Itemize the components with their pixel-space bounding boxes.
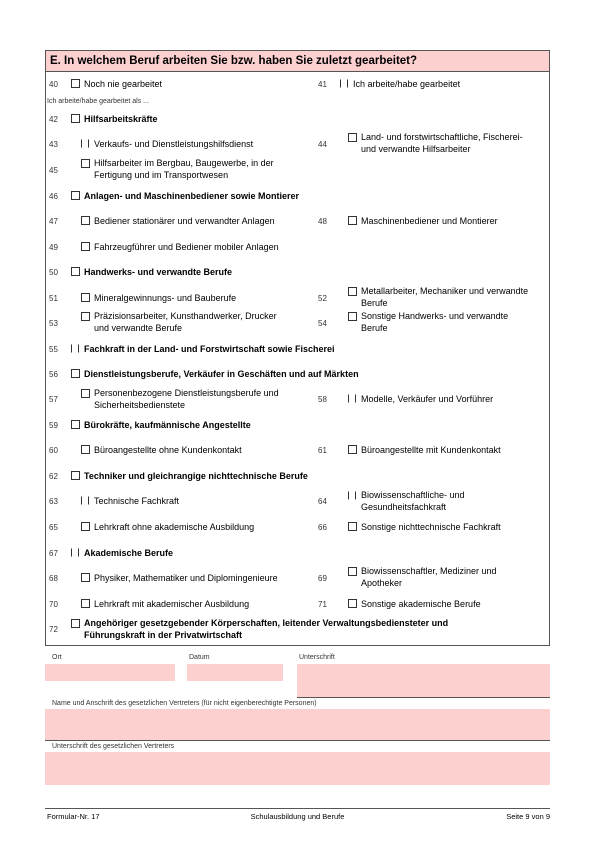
vertreter-unterschrift-field[interactable] (45, 752, 550, 785)
checkbox-lehrkraft-ohne-akademisch[interactable] (81, 522, 90, 531)
label-bergbau-line1: Hilfsarbeiter im Bergbau, Baugewerbe, in der (94, 158, 274, 168)
checkbox-anlagen-maschinenbediener[interactable] (71, 191, 80, 200)
item-number: 55 (49, 345, 58, 354)
label-techniker: Techniker und gleichrangige nichttechnische Berufe (84, 471, 308, 481)
label-buero-ohne-kundenkontakt: Büroangestellte ohne Kundenkontakt (94, 445, 242, 455)
label-akademische-berufe: Akademische Berufe (84, 548, 174, 558)
checkbox-buero-ohne-kundenkontakt[interactable] (81, 445, 90, 454)
footer-title: Schulausbildung und Berufe (250, 812, 345, 821)
checkbox-handwerksberufe[interactable] (71, 267, 80, 276)
footer-page-number: Seite 9 von 9 (506, 812, 550, 821)
label-lehrkraft-mit-akademisch: Lehrkraft mit akademischer Ausbildung (94, 599, 250, 609)
label-fachkraft-landwirtschaft: Fachkraft in der Land- und Forstwirtschaft sowie Fischerei (84, 344, 335, 354)
item-number: 43 (49, 140, 58, 149)
checkbox-biowissenschaftler[interactable] (348, 567, 357, 576)
item-number: 61 (318, 446, 327, 455)
label-modelle-verkaeufer: Modelle, Verkäufer und Vorführer (361, 394, 494, 404)
item-number: 70 (49, 600, 58, 609)
checkbox-dienstleistungsberufe[interactable] (71, 369, 80, 378)
section-title: E. In welchem Beruf arbeiten Sie bzw. haben Sie zuletzt gearbeitet? (45, 50, 550, 72)
label-hilfsarbeitskraefte: Hilfsarbeitskräfte (84, 114, 158, 124)
checkbox-praezisionsarbeiter[interactable] (81, 312, 90, 321)
label-metallarbeiter-line1: Metallarbeiter, Mechaniker und verwandte (361, 286, 529, 296)
unterschrift-label: Unterschrift (299, 654, 335, 661)
checkbox-maschinenbediener[interactable] (348, 216, 357, 225)
checkbox-sonstige-nichttechnische[interactable] (348, 522, 357, 531)
label-angehoeriger-line2: Führungskraft in der Privatwirtschaft (84, 630, 243, 640)
label-bergbau-line2: Fertigung und im Transportwesen (94, 170, 229, 180)
checkbox-fahrzeugfuehrer[interactable] (81, 242, 90, 251)
item-number: 59 (49, 421, 58, 430)
datum-label: Datum (189, 654, 210, 661)
checkbox-hilfsarbeitskraefte[interactable] (71, 114, 80, 123)
item-number: 41 (318, 80, 327, 89)
label-metallarbeiter-line2: Berufe (361, 298, 388, 308)
item-number: 48 (318, 217, 327, 226)
label-bediener-stationaerer: Bediener stationärer und verwandter Anlagen (94, 216, 275, 226)
item-number: 63 (49, 497, 58, 506)
label-mineralgewinnung: Mineralgewinnungs- und Bauberufe (94, 293, 237, 303)
checkbox-buerokraefte[interactable] (71, 420, 80, 429)
checkbox-land-forst-hilfsarbeiter[interactable] (348, 133, 357, 142)
checkbox-mineralgewinnung[interactable] (81, 293, 90, 302)
label-buero-mit-kundenkontakt: Büroangestellte mit Kundenkontakt (361, 445, 501, 455)
checkbox-biowissenschaftliche-fachkraft[interactable] (348, 491, 356, 500)
vertreter-label: Name und Anschrift des gesetzlichen Vertreters (für nicht eigenberechtigte Personen) (52, 700, 317, 707)
label-noch-nie-gearbeitet: Noch nie gearbeitet (84, 79, 163, 89)
item-number: 49 (49, 243, 58, 252)
vertreter-field[interactable] (45, 709, 550, 740)
label-technische-fachkraft: Technische Fachkraft (94, 496, 180, 506)
checkbox-fachkraft-landwirtschaft[interactable] (71, 344, 79, 353)
checkbox-bediener-stationaerer[interactable] (81, 216, 90, 225)
item-number: 57 (49, 395, 58, 404)
checkbox-buero-mit-kundenkontakt[interactable] (348, 445, 357, 454)
checkbox-hilfsarbeiter-bergbau[interactable] (81, 159, 90, 168)
vertreter-unterschrift-label: Unterschrift des gesetzlichen Vertreters (52, 743, 175, 750)
item-number: 71 (318, 600, 327, 609)
item-number: 51 (49, 294, 58, 303)
label-handwerksberufe: Handwerks- und verwandte Berufe (84, 267, 233, 277)
item-number: 68 (49, 574, 58, 583)
item-number: 47 (49, 217, 58, 226)
label-personenbezogene-line1: Personenbezogene Dienstleistungsberufe und (94, 388, 279, 398)
label-sonstige-handwerks-line1: Sonstige Handwerks- und verwandte (361, 311, 509, 321)
datum-field[interactable] (187, 664, 283, 681)
label-personenbezogene-line2: Sicherheitsbedienstete (94, 400, 186, 410)
label-fahrzeugfuehrer: Fahrzeugführer und Bediener mobiler Anlagen (94, 242, 279, 252)
footer-rule (45, 808, 550, 809)
item-number: 62 (49, 472, 58, 481)
checkbox-metallarbeiter[interactable] (348, 287, 357, 296)
item-number: 45 (49, 166, 58, 175)
label-biowissenschaftler-line2: Apotheker (361, 578, 403, 588)
checkbox-modelle-verkaeufer[interactable] (348, 394, 356, 403)
label-anlagen-maschinenbediener: Anlagen- und Maschinenbediener sowie Montierer (84, 191, 300, 201)
label-praezision-line1: Präzisionsarbeiter, Kunsthandwerker, Drucker (94, 311, 277, 321)
label-bio-fachkraft-line1: Biowissenschaftliche- und (361, 490, 465, 500)
label-bio-fachkraft-line2: Gesundheitsfachkraft (361, 502, 447, 512)
item-number: 67 (49, 549, 58, 558)
label-dienstleistungsberufe: Dienstleistungsberufe, Verkäufer in Geschäften und auf Märkten (84, 369, 359, 379)
item-number: 50 (49, 268, 58, 277)
checkbox-sonstige-handwerks[interactable] (348, 312, 357, 321)
checkbox-ich-arbeite[interactable] (340, 79, 348, 88)
checkbox-lehrkraft-mit-akademisch[interactable] (81, 599, 90, 608)
label-land-forst-line1: Land- und forstwirtschaftliche, Fischerei- (361, 132, 523, 142)
item-number: 40 (49, 80, 58, 89)
checkbox-technische-fachkraft[interactable] (81, 496, 89, 505)
unterschrift-field[interactable] (297, 664, 550, 697)
item-number: 54 (318, 319, 327, 328)
checkbox-angehoeriger-koerperschaften[interactable] (71, 619, 80, 628)
label-praezision-line2: und verwandte Berufe (94, 323, 183, 333)
item-number: 58 (318, 395, 327, 404)
label-biowissenschaftler-line1: Biowissenschaftler, Mediziner und (361, 566, 497, 576)
item-number: 46 (49, 192, 58, 201)
item-number: 66 (318, 523, 327, 532)
vertreter-line (45, 740, 550, 741)
label-sonstige-handwerks-line2: Berufe (361, 323, 388, 333)
label-angehoeriger-line1: Angehöriger gesetzgebender Körperschaften, leitender Verwaltungsbediensteter und (84, 618, 449, 628)
checkbox-akademische-berufe[interactable] (71, 548, 79, 557)
label-sonstige-akademische: Sonstige akademische Berufe (361, 599, 481, 609)
item-number: 65 (49, 523, 58, 532)
label-ich-arbeite: Ich arbeite/habe gearbeitet (353, 79, 461, 89)
item-number: 60 (49, 446, 58, 455)
item-number: 69 (318, 574, 327, 583)
label-land-forst-line2: und verwandte Hilfsarbeiter (361, 144, 471, 154)
item-number: 53 (49, 319, 58, 328)
checkbox-physiker[interactable] (81, 573, 90, 582)
label-sonstige-nichttechnische: Sonstige nichttechnische Fachkraft (361, 522, 501, 532)
checkbox-noch-nie-gearbeitet[interactable] (71, 79, 80, 88)
label-lehrkraft-ohne-akademisch: Lehrkraft ohne akademische Ausbildung (94, 522, 255, 532)
ort-field[interactable] (45, 664, 175, 681)
item-number: 56 (49, 370, 58, 379)
footer-form-number: Formular-Nr. 17 (47, 812, 100, 821)
checkbox-personenbezogene[interactable] (81, 389, 90, 398)
item-number: 52 (318, 294, 327, 303)
ort-label: Ort (52, 654, 62, 661)
subheading: Ich arbeite/habe gearbeitet als ... (47, 98, 149, 105)
item-number: 44 (318, 140, 327, 149)
checkbox-sonstige-akademische[interactable] (348, 599, 357, 608)
label-verkaufs-hilfsdienst: Verkaufs- und Dienstleistungshilfsdienst (94, 139, 254, 149)
checkbox-techniker[interactable] (71, 471, 80, 480)
checkbox-verkaufs-hilfsdienst[interactable] (81, 139, 89, 148)
label-buerokraefte: Bürokräfte, kaufmännische Angestellte (84, 420, 251, 430)
label-maschinenbediener: Maschinenbediener und Montierer (361, 216, 498, 226)
unterschrift-line (297, 697, 550, 698)
item-number: 42 (49, 115, 58, 124)
item-number: 64 (318, 497, 327, 506)
item-number: 72 (49, 625, 58, 634)
label-physiker: Physiker, Mathematiker und Diplomingenieure (94, 573, 278, 583)
